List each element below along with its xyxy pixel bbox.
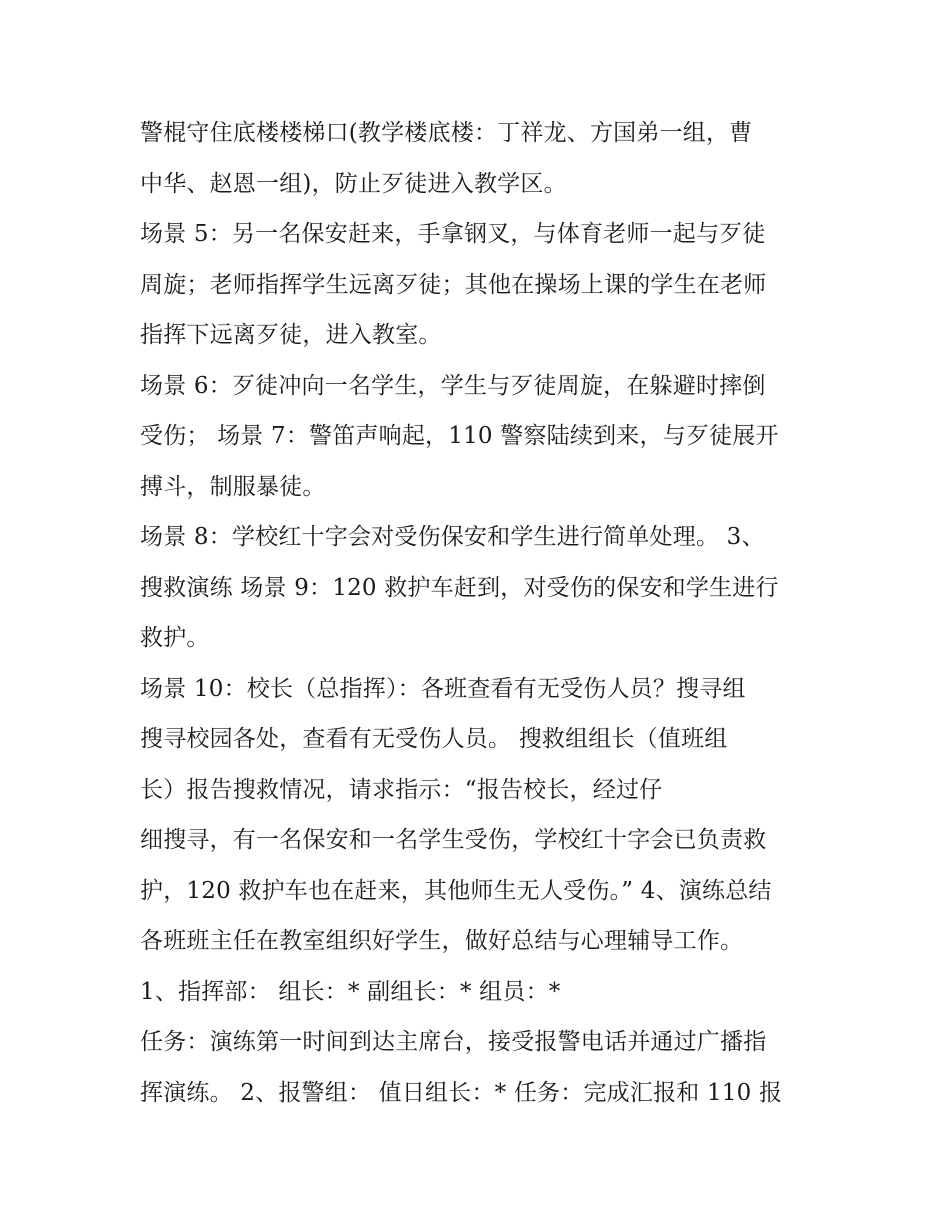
text-line: 挥演练。 2、报警组： 值日组长：* 任务：完成汇报和 110 报 [140, 1079, 783, 1106]
text-line: 各班班主任在教室组织好学生，做好总结与心理辅导工作。 [140, 928, 744, 954]
text-line: 救护。 [140, 625, 210, 651]
text-line: 护，120 救护车也在赶来，其他师生无人受伤。” 4、演练总结 [140, 877, 772, 904]
document-body [140, 108, 820, 1118]
text-line: 任务：演练第一时间到达主席台，接受报警电话并通过广播指 [140, 1029, 767, 1055]
text-line: 细搜寻，有一名保安和一名学生受伤，学校红十字会已负责救 [140, 827, 767, 853]
text-line: 搜救演练 场景 9：120 救护车赶到，对受伤的保安和学生进行 [140, 574, 779, 601]
text-line: 场景 10：校长（总指挥）：各班查看有无受伤人员？搜寻组 [140, 675, 746, 702]
text-line: 搜寻校园各处，查看有无受伤人员。 搜救组组长（值班组 [140, 726, 728, 752]
text-line: 警棍守住底楼楼梯口(教学楼底楼：丁祥龙、方国弟一组，曹 [140, 120, 753, 146]
text-line: 场景 5：另一名保安赶来，手拿钢叉，与体育老师一起与歹徒 [140, 221, 766, 247]
text-line: 周旋；老师指挥学生远离歹徒；其他在操场上课的学生在老师 [140, 271, 767, 298]
text-line: 场景 8：学校红十字会对受伤保安和学生进行简单处理。 3、 [140, 524, 765, 550]
text-line: 搏斗，制服暴徒。 [140, 473, 326, 500]
text-line: 受伤； 场景 7：警笛声响起，110 警察陆续到来，与歹徒展开 [140, 423, 779, 449]
text-line: 长）报告搜救情况，请求指示：“报告校长，经过仔 [140, 776, 663, 803]
text-line: 1、指挥部： 组长：* 副组长：* 组员：* [140, 978, 561, 1005]
text-line: 指挥下远离歹徒，进入教室。 [140, 322, 442, 348]
text-line: 场景 6：歹徒冲向一名学生，学生与歹徒周旋，在躲避时摔倒 [140, 372, 766, 399]
text-line: 中华、赵恩一组)，防止歹徒进入教学区。 [140, 170, 567, 197]
